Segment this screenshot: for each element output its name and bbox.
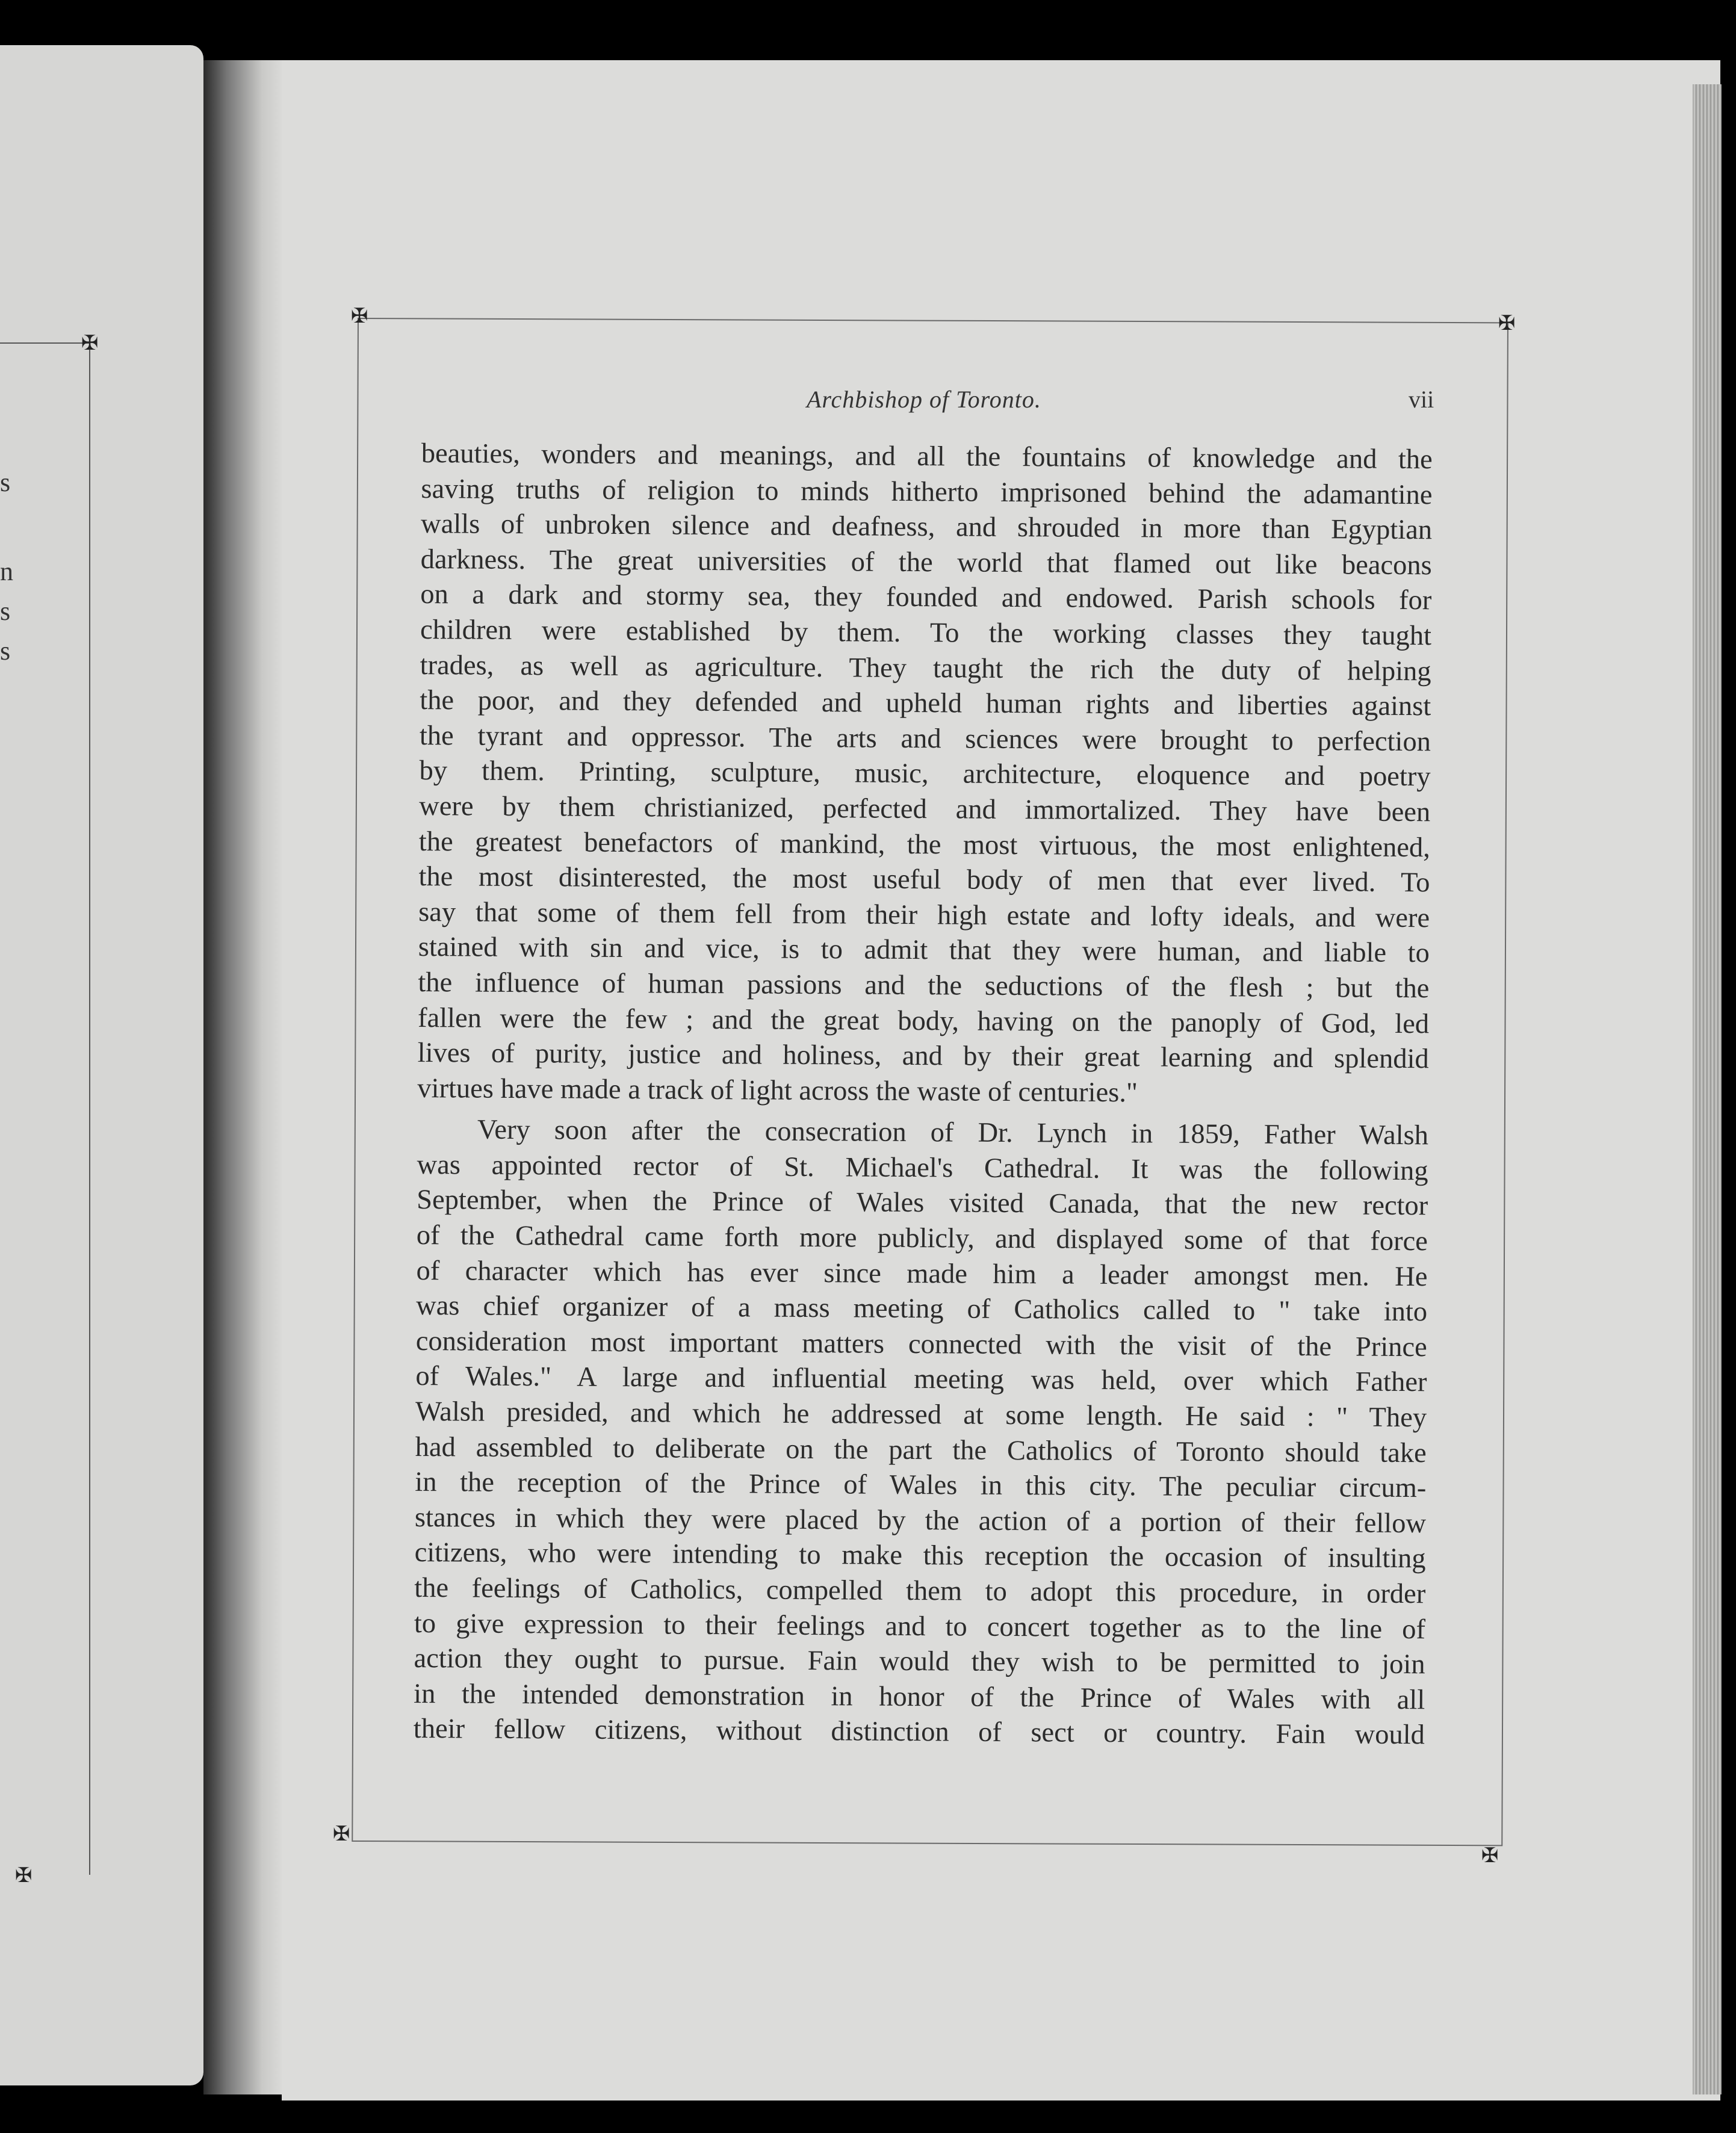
frame-corner-ornament-icon: ✠	[81, 331, 99, 355]
text-line: September, when the Prince of Wales visited Canada, that the new rector	[417, 1184, 1428, 1222]
book-gutter-shadow	[203, 60, 282, 2094]
text-line: of Wales." A large and influential meeting was held, over which Father	[415, 1361, 1427, 1398]
text-line: stances in which they were placed by the action of a portion of their fellow	[414, 1502, 1427, 1540]
text-line: citizens, who were intending to make this reception the occasion of insulting	[414, 1537, 1426, 1574]
text-line: lives of purity, justice and holiness, and by their great learning and splendid	[417, 1038, 1429, 1075]
text-line: was appointed rector of St. Michael's Cathedral. It was the following	[417, 1149, 1428, 1187]
text-line: the poor, and they defended and upheld human rights and liberties against	[420, 685, 1431, 722]
text-line: the feelings of Catholics, compelled them to adopt this procedure, in order	[414, 1572, 1426, 1610]
previous-page-letter: s	[0, 468, 11, 497]
previous-page-letter: s	[0, 636, 11, 666]
page-number: vii	[1409, 386, 1434, 413]
previous-page-text-fragments	[0, 460, 13, 673]
text-line: of the Cathedral came forth more publicly, and displayed some of that force	[416, 1220, 1428, 1257]
previous-page-letter: s	[0, 596, 11, 626]
text-line: by them. Printing, sculpture, music, architecture, eloquence and poetry	[419, 755, 1431, 793]
text-line: of character which has ever since made him a leader amongst men. He	[416, 1255, 1428, 1292]
previous-page-frame-top	[0, 342, 89, 344]
text-line: darkness. The great universities of the world that flamed out like beacons	[420, 543, 1432, 581]
text-line: in the intended demonstration in honor of the Prince of Wales with all	[414, 1678, 1425, 1716]
frame-corner-ornament-icon: ✠	[1498, 311, 1516, 335]
frame-corner-ornament-icon: ✠	[1481, 1844, 1499, 1868]
text-line: stained with sin and vice, is to admit that they were human, and liable to	[418, 932, 1430, 969]
text-line: the greatest benefactors of mankind, the most virtuous, the most enlightened,	[418, 826, 1431, 863]
text-line: the influence of human passions and the seductions of the flesh ; but the	[418, 967, 1430, 1005]
running-head	[0, 385, 1736, 421]
frame-corner-ornament-icon: ✠	[14, 1863, 33, 1887]
text-line: their fellow citizens, without distinction of sect or country. Fain would	[413, 1714, 1425, 1751]
text-line: the most disinterested, the most useful body of men that ever lived. To	[418, 861, 1430, 899]
previous-page-frame-right	[89, 346, 90, 1875]
text-line: consideration most important matters connected with the visit of the Prince	[415, 1325, 1427, 1363]
running-head-title: Archbishop of Toronto.	[807, 386, 1041, 413]
page-body-text	[414, 436, 1433, 1753]
text-line: Very soon after the consecration of Dr. Lynch in 1859, Father Walsh	[477, 1114, 1429, 1151]
text-line: to give expression to their feelings and to concert together as to the line of	[414, 1608, 1426, 1645]
text-line: saving truths of religion to minds hitherto imprisoned behind the adamantine	[421, 473, 1433, 510]
text-line: were by them christianized, perfected and immortalized. They have been	[419, 790, 1431, 828]
text-line: was chief organizer of a mass meeting of Catholics called to " take into	[416, 1290, 1428, 1328]
text-line: fallen were the few ; and the great body, having on the panoply of God, led	[417, 1002, 1430, 1039]
text-line: say that some of them fell from their high estate and lofty ideals, and were	[418, 896, 1430, 933]
text-line: walls of unbroken silence and deafness, and shrouded in more than Egyptian	[420, 509, 1433, 546]
paragraph-continued	[417, 436, 1433, 1113]
text-line: the tyrant and oppressor. The arts and sciences were brought to perfection	[419, 720, 1431, 758]
paragraph	[414, 1112, 1428, 1753]
frame-corner-ornament-icon: ✠	[332, 1822, 350, 1846]
text-line: virtues have made a track of light across the waste of centuries."	[417, 1073, 1138, 1108]
text-line: Walsh presided, and which he addressed at some length. He said : " They	[415, 1396, 1427, 1434]
text-line: on a dark and stormy sea, they founded and endowed. Parish schools for	[420, 579, 1432, 616]
text-line: beauties, wonders and meanings, and all the fountains of knowledge and the	[421, 438, 1433, 475]
text-line: in the reception of the Prince of Wales in this city. The peculiar circum-	[415, 1467, 1427, 1504]
previous-page-letter: n	[0, 557, 13, 586]
text-line: action they ought to pursue. Fain would they wish to be permitted to join	[414, 1643, 1425, 1680]
text-line: had assembled to deliberate on the part the Catholics of Toronto should take	[415, 1431, 1427, 1469]
previous-page-edge	[0, 45, 203, 2085]
text-line: children were established by them. To the working classes they taught	[420, 614, 1432, 652]
frame-corner-ornament-icon: ✠	[350, 304, 368, 328]
text-line: trades, as well as agriculture. They taught the rich the duty of helping	[420, 649, 1431, 687]
